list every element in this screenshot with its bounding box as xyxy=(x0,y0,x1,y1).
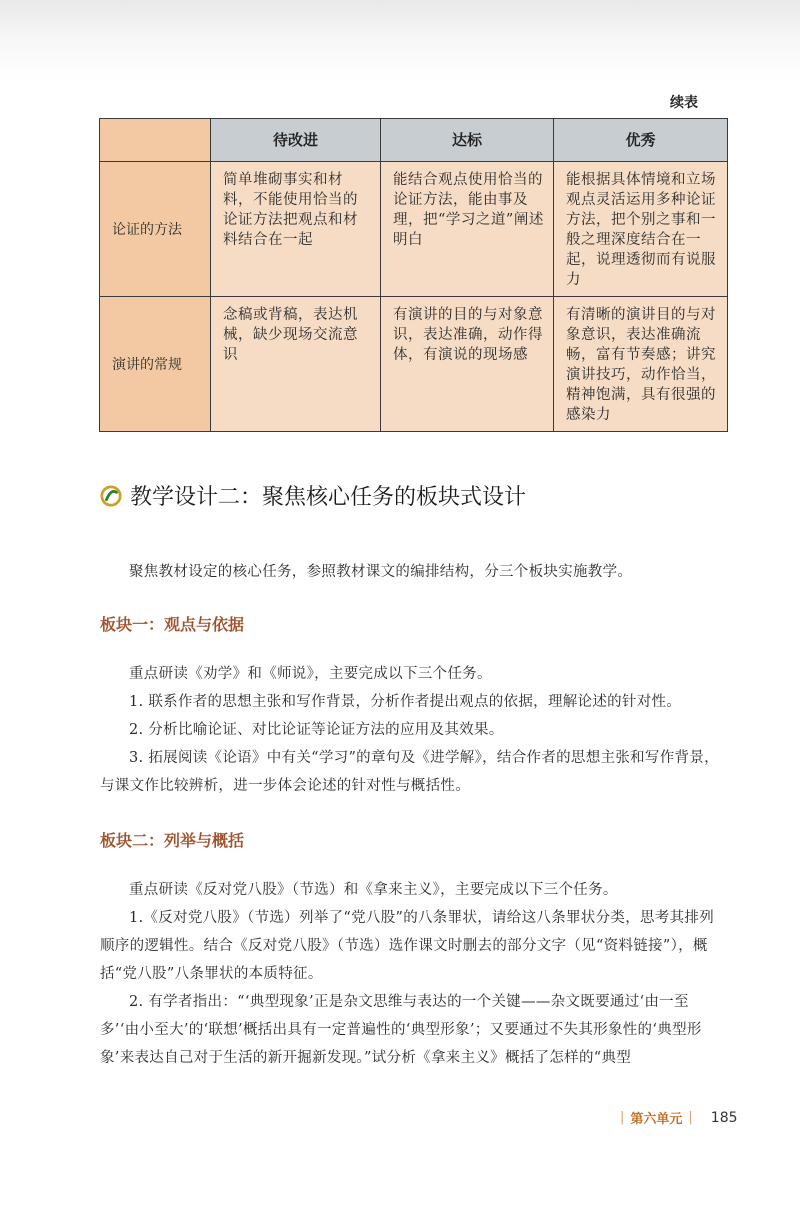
table-row xyxy=(100,162,728,297)
section-title xyxy=(100,480,526,511)
block1-item-1: 1. 联系作者的思想主张和写作背景，分析作者提出观点的依据，理解论述的针对性。 xyxy=(129,694,682,710)
table-cell: 能结合观点使用恰当的论证方法，能由事及理，把“学习之道”阐述明白 xyxy=(381,162,554,297)
block2-title: 板块二：列举与概括 xyxy=(100,831,245,850)
row-header: 论证的方法 xyxy=(100,162,211,297)
table-corner-cell xyxy=(100,119,211,162)
block2-body xyxy=(100,876,724,1072)
continued-label: 续表 xyxy=(670,95,698,111)
block1-title: 板块一：观点与依据 xyxy=(100,615,245,634)
table-cell: 念稿或背稿，表达机械，缺少现场交流意识 xyxy=(211,297,381,432)
table-cell: 有演讲的目的与对象意识，表达准确，动作得体，有演说的现场感 xyxy=(381,297,554,432)
footer-unit-label: 第六单元 xyxy=(630,1112,683,1127)
block2-item-1: 1.《反对党八股》（节选）列举了“党八股”的八条罪状，请给这八条罪状分类，思考其排列顺序的逻辑性。结合《反对党八股》（节选）选作课文时删去的部分文字（见“资料链接”），概括“党八股”八条罪状的本质特征。 xyxy=(100,910,715,982)
evaluation-table xyxy=(99,118,728,432)
footer-divider-left: | xyxy=(620,1110,625,1125)
column-header-needs-improvement: 待改进 xyxy=(211,119,381,162)
block1-body xyxy=(100,660,724,800)
page-footer xyxy=(614,1108,738,1127)
block2-lead: 重点研读《反对党八股》（节选）和《拿来主义》，主要完成以下三个任务。 xyxy=(129,882,618,898)
table-header-row xyxy=(100,119,728,162)
page-number: 185 xyxy=(710,1109,738,1126)
table-cell: 简单堆砌事实和材料，不能使用恰当的论证方法把观点和材料结合在一起 xyxy=(211,162,381,297)
section-title-text: 教学设计二：聚焦核心任务的板块式设计 xyxy=(130,485,527,510)
row-header: 演讲的常规 xyxy=(100,297,211,432)
intro-paragraph: 聚焦教材设定的核心任务，参照教材课文的编排结构，分三个板块实施教学。 xyxy=(129,564,633,580)
table-cell: 能根据具体情境和立场观点灵活运用多种论证方法，把个别之事和一般之理深度结合在一起，说理透彻而有说服力 xyxy=(554,162,728,297)
column-header-excellent: 优秀 xyxy=(554,119,728,162)
block1-item-3: 3. 拓展阅读《论语》中有关“学习”的章句及《进学解》，结合作者的思想主张和写作背景，与课文作比较辨析，进一步体会论述的针对性与概括性。 xyxy=(100,750,719,794)
swirl-logo-icon xyxy=(100,485,122,507)
section-intro xyxy=(100,558,724,586)
column-header-meets-standard: 达标 xyxy=(381,119,554,162)
footer-divider-right: | xyxy=(688,1110,693,1125)
block1-item-2: 2. 分析比喻论证、对比论证等论证方法的应用及其效果。 xyxy=(129,722,504,738)
block2-item-2: 2. 有学者指出：“‘典型现象’正是杂文思维与表达的一个关键——杂文既要通过‘由一至多’‘由小至大’的‘联想’概括出具有一定普遍性的‘典型形象’；又要通过不失其形象性的‘典型形象’来表达自己对于生活的新开掘新发现。”试分析《拿来主义》概括了怎样的“典型 xyxy=(100,994,702,1066)
table-row xyxy=(100,297,728,432)
block1-lead: 重点研读《劝学》和《师说》，主要完成以下三个任务。 xyxy=(129,666,492,682)
table-cell: 有清晰的演讲目的与对象意识，表达准确流畅，富有节奏感；讲究演讲技巧，动作恰当，精神饱满，具有很强的感染力 xyxy=(554,297,728,432)
